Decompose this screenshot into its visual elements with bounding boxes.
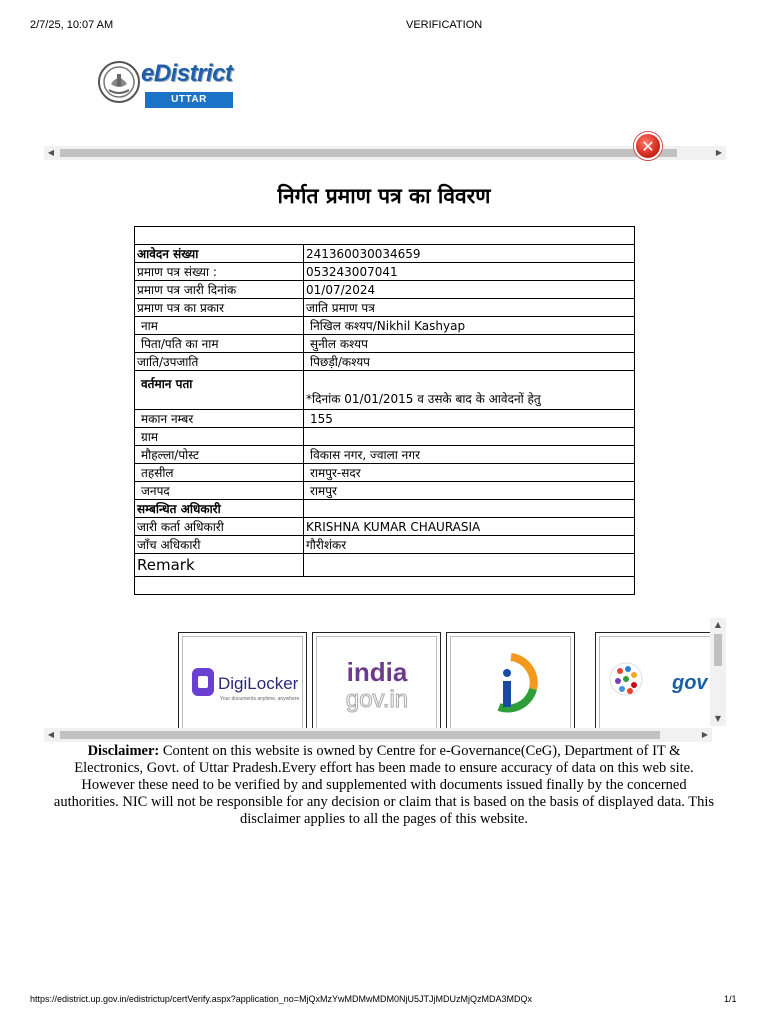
india-bottom-text: gov.in bbox=[345, 685, 408, 713]
table-row-address bbox=[135, 371, 635, 410]
certificate-no-value: 053243007041 bbox=[304, 263, 635, 281]
india-gov-link[interactable] bbox=[312, 632, 441, 728]
issuing-officer-label: जारी कर्ता अधिकारी bbox=[135, 518, 304, 536]
print-footer-page: 1/1 bbox=[724, 994, 737, 1004]
disclaimer-text: Content on this website is owned by Centre for e-Governance(CeG), Department of IT & Electronics, Govt. of Uttar Pradesh.Every effort has been made to ensure accuracy of data on this web site. However these need to be verified by and supplemented with documents issued finally by the concerned authorities. NIC will not be responsible for any decision or claim that is based on the basis of displayed data. This disclaimer applies to all the pages of this website. bbox=[53, 743, 715, 827]
issue-date-label: प्रमाण पत्र जारी दिनांक bbox=[135, 281, 304, 299]
print-footer-url: https://edistrict.up.gov.in/edistrictup/certVerify.aspx?application_no=MjQxMzYwMDMwMDM0NjU5JTJjMDUzMjQzMDA3MDQx bbox=[30, 994, 533, 1004]
cert-type-label: प्रमाण पत्र का प्रकार bbox=[135, 299, 304, 317]
brand-name: eDistrict bbox=[141, 60, 233, 87]
digilocker-tagline: Your documents anytime, anywhere bbox=[219, 695, 299, 702]
certificate-no-label: प्रमाण पत्र संख्या : bbox=[135, 263, 304, 281]
application-no-value: 241360030034659 bbox=[304, 245, 635, 263]
inspecting-officer-label: जाँच अधिकारी bbox=[135, 536, 304, 554]
close-icon[interactable]: ✕ bbox=[634, 132, 662, 160]
digilocker-name: DigiLocker bbox=[217, 673, 298, 693]
top-horizontal-scrollbar[interactable] bbox=[44, 146, 726, 160]
name-value: निखिल कश्यप/Nikhil Kashyap bbox=[304, 317, 635, 335]
address-note: *दिनांक 01/01/2015 व उसके बाद के आवेदनों हेतु bbox=[304, 371, 635, 410]
mygov-logo-icon bbox=[600, 649, 710, 719]
house-label: मकान नम्बर bbox=[135, 410, 304, 428]
district-label: जनपद bbox=[135, 482, 304, 500]
address-label: वर्तमान पता bbox=[135, 371, 304, 410]
digital-india-logo-icon bbox=[481, 649, 541, 719]
print-page-title: VERIFICATION bbox=[406, 19, 483, 31]
partner-links-strip bbox=[178, 632, 710, 728]
links-vertical-scrollbar[interactable] bbox=[710, 618, 726, 726]
scroll-down-icon[interactable]: ▼ bbox=[714, 714, 722, 723]
father-value: सुनील कश्यप bbox=[304, 335, 635, 353]
locality-label: मौहल्ला/पोस्ट bbox=[135, 446, 304, 464]
caste-label: जाति/उपजाति bbox=[135, 353, 304, 371]
table-row-cert-type bbox=[135, 299, 635, 317]
name-label: नाम bbox=[135, 317, 304, 335]
digilocker-logo-icon bbox=[184, 654, 302, 714]
digilocker-link[interactable] bbox=[178, 632, 307, 728]
tehsil-value: रामपुर-सदर bbox=[304, 464, 635, 482]
scroll-left-icon[interactable]: ◀ bbox=[47, 148, 55, 157]
table-row-name bbox=[135, 317, 635, 335]
officers-label: सम्बन्धित अधिकारी bbox=[135, 500, 304, 518]
scrollbar-thumb[interactable] bbox=[60, 149, 677, 157]
application-no-label: आवेदन संख्या bbox=[135, 245, 304, 263]
certificate-details-table bbox=[134, 226, 635, 595]
remark-value bbox=[304, 554, 635, 577]
scroll-up-icon[interactable]: ▲ bbox=[714, 620, 722, 629]
caste-value: पिछड़ी/कश्यप bbox=[304, 353, 635, 371]
village-label: ग्राम bbox=[135, 428, 304, 446]
links-horizontal-scrollbar[interactable] bbox=[44, 728, 712, 742]
vscrollbar-thumb[interactable] bbox=[714, 634, 722, 666]
scroll-left-icon[interactable]: ◀ bbox=[47, 730, 55, 739]
remark-label: Remark bbox=[135, 554, 304, 577]
table-row-issuing-officer bbox=[135, 518, 635, 536]
cert-type-value: जाति प्रमाण पत्र bbox=[304, 299, 635, 317]
table-row-officers-heading bbox=[135, 500, 635, 518]
village-value bbox=[304, 428, 635, 446]
table-row-caste bbox=[135, 353, 635, 371]
up-emblem-icon bbox=[97, 60, 141, 104]
table-row-spacer bbox=[135, 227, 635, 245]
scroll-right-icon[interactable]: ▶ bbox=[715, 148, 723, 157]
india-top-text: india bbox=[346, 656, 407, 687]
table-row-house bbox=[135, 410, 635, 428]
india-gov-logo-icon bbox=[327, 649, 427, 719]
edistrict-logo[interactable] bbox=[97, 58, 237, 121]
table-row-village bbox=[135, 428, 635, 446]
table-row-locality bbox=[135, 446, 635, 464]
scrollbar-thumb[interactable] bbox=[60, 731, 660, 739]
table-row-father bbox=[135, 335, 635, 353]
table-row-district bbox=[135, 482, 635, 500]
disclaimer bbox=[52, 743, 716, 828]
inspecting-officer-value: गौरीशंकर bbox=[304, 536, 635, 554]
digital-india-link[interactable] bbox=[446, 632, 575, 728]
table-row-tehsil bbox=[135, 464, 635, 482]
issue-date-value: 01/07/2024 bbox=[304, 281, 635, 299]
page-title: निर्गत प्रमाण पत्र का विवरण bbox=[277, 184, 491, 208]
mygov-link[interactable] bbox=[595, 632, 710, 728]
father-label: पिता/पति का नाम bbox=[135, 335, 304, 353]
print-datetime: 2/7/25, 10:07 AM bbox=[30, 19, 114, 31]
mygov-partial-text: gov bbox=[672, 671, 708, 694]
scroll-right-icon[interactable]: ▶ bbox=[701, 730, 709, 739]
table-row-application-no bbox=[135, 245, 635, 263]
district-value: रामपुर bbox=[304, 482, 635, 500]
disclaimer-label: Disclaimer: bbox=[87, 743, 160, 759]
tehsil-label: तहसील bbox=[135, 464, 304, 482]
brand-state: UTTAR PRADESH bbox=[145, 92, 233, 108]
issuing-officer-value: KRISHNA KUMAR CHAURASIA bbox=[304, 518, 635, 536]
locality-value: विकास नगर, ज्वाला नगर bbox=[304, 446, 635, 464]
house-value: 155 bbox=[304, 410, 635, 428]
table-row-spacer-bottom bbox=[135, 577, 635, 595]
table-row-inspecting-officer bbox=[135, 536, 635, 554]
table-row-remark bbox=[135, 554, 635, 577]
table-row-certificate-no bbox=[135, 263, 635, 281]
table-row-issue-date bbox=[135, 281, 635, 299]
